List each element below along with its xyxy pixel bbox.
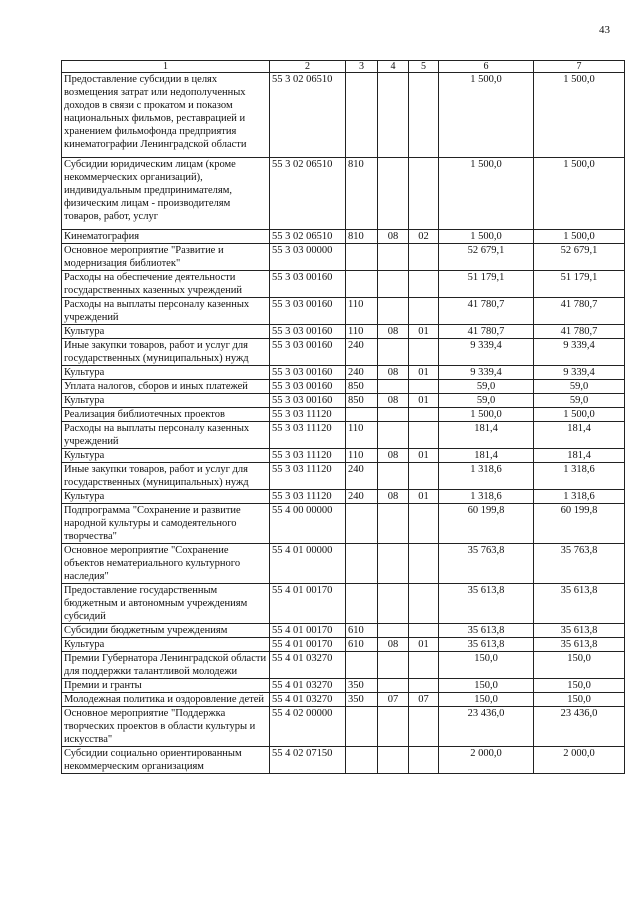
row-name: Расходы на выплаты персоналу казенных учреждений xyxy=(62,298,270,325)
subsection: 07 xyxy=(409,693,439,707)
table-row xyxy=(62,463,625,490)
row-name: Премии Губернатора Ленинградской области для поддержки талантливой молодежи xyxy=(62,652,270,679)
amount-col6: 35 613,8 xyxy=(439,584,534,624)
subsection xyxy=(409,158,439,230)
amount-col6: 41 780,7 xyxy=(439,298,534,325)
target-code: 55 3 03 00160 xyxy=(270,325,346,339)
target-code: 55 4 00 00000 xyxy=(270,504,346,544)
section xyxy=(378,422,409,449)
table-row xyxy=(62,339,625,366)
amount-col7: 52 679,1 xyxy=(534,244,625,271)
target-code: 55 4 01 03270 xyxy=(270,652,346,679)
table-row xyxy=(62,394,625,408)
amount-col6: 1 500,0 xyxy=(439,73,534,158)
target-code: 55 3 03 00160 xyxy=(270,380,346,394)
amount-col7: 1 500,0 xyxy=(534,408,625,422)
expense-type: 810 xyxy=(346,158,378,230)
section: 08 xyxy=(378,230,409,244)
section: 07 xyxy=(378,693,409,707)
section: 08 xyxy=(378,490,409,504)
subsection xyxy=(409,244,439,271)
table-row xyxy=(62,504,625,544)
row-name: Иные закупки товаров, работ и услуг для государственных (муниципальных) нужд xyxy=(62,463,270,490)
subsection xyxy=(409,271,439,298)
table-row xyxy=(62,707,625,747)
target-code: 55 3 03 00160 xyxy=(270,394,346,408)
table-row xyxy=(62,380,625,394)
amount-col7: 181,4 xyxy=(534,422,625,449)
section xyxy=(378,339,409,366)
amount-col6: 35 613,8 xyxy=(439,638,534,652)
column-header: 1 xyxy=(62,61,270,73)
table-row xyxy=(62,544,625,584)
row-name: Культура xyxy=(62,394,270,408)
table-row xyxy=(62,638,625,652)
expense-type: 240 xyxy=(346,366,378,380)
row-name: Иные закупки товаров, работ и услуг для государственных (муниципальных) нужд xyxy=(62,339,270,366)
column-header: 6 xyxy=(439,61,534,73)
expense-type: 850 xyxy=(346,394,378,408)
amount-col6: 1 500,0 xyxy=(439,230,534,244)
table-row xyxy=(62,652,625,679)
row-name: Основное мероприятие "Поддержка творческих проектов в области культуры и искусства" xyxy=(62,707,270,747)
table-row xyxy=(62,693,625,707)
amount-col7: 35 763,8 xyxy=(534,544,625,584)
expense-type xyxy=(346,271,378,298)
subsection: 01 xyxy=(409,394,439,408)
table-row xyxy=(62,298,625,325)
row-name: Расходы на выплаты персоналу казенных учреждений xyxy=(62,422,270,449)
target-code: 55 4 02 07150 xyxy=(270,747,346,774)
expense-type xyxy=(346,244,378,271)
amount-col7: 35 613,8 xyxy=(534,638,625,652)
amount-col6: 181,4 xyxy=(439,449,534,463)
amount-col7: 1 318,6 xyxy=(534,463,625,490)
table-row xyxy=(62,679,625,693)
row-name: Молодежная политика и оздоровление детей xyxy=(62,693,270,707)
expense-type: 350 xyxy=(346,679,378,693)
section xyxy=(378,624,409,638)
target-code: 55 4 01 00170 xyxy=(270,584,346,624)
subsection xyxy=(409,544,439,584)
row-name: Культура xyxy=(62,638,270,652)
target-code: 55 4 01 00170 xyxy=(270,624,346,638)
row-name: Культура xyxy=(62,449,270,463)
table-row xyxy=(62,271,625,298)
target-code: 55 3 03 00160 xyxy=(270,298,346,325)
target-code: 55 3 03 00160 xyxy=(270,271,346,298)
column-header: 5 xyxy=(409,61,439,73)
subsection xyxy=(409,422,439,449)
amount-col7: 1 318,6 xyxy=(534,490,625,504)
target-code: 55 3 03 11120 xyxy=(270,422,346,449)
section: 08 xyxy=(378,325,409,339)
section xyxy=(378,298,409,325)
expense-type xyxy=(346,408,378,422)
subsection xyxy=(409,380,439,394)
expense-type: 240 xyxy=(346,339,378,366)
target-code: 55 3 03 00000 xyxy=(270,244,346,271)
amount-col6: 1 318,6 xyxy=(439,490,534,504)
row-name: Кинематография xyxy=(62,230,270,244)
subsection: 01 xyxy=(409,325,439,339)
row-name: Субсидии бюджетным учреждениям xyxy=(62,624,270,638)
subsection xyxy=(409,73,439,158)
expense-type: 240 xyxy=(346,463,378,490)
subsection xyxy=(409,624,439,638)
subsection xyxy=(409,463,439,490)
subsection xyxy=(409,584,439,624)
section xyxy=(378,380,409,394)
amount-col7: 1 500,0 xyxy=(534,73,625,158)
column-header: 3 xyxy=(346,61,378,73)
amount-col7: 60 199,8 xyxy=(534,504,625,544)
target-code: 55 3 03 11120 xyxy=(270,449,346,463)
expense-type xyxy=(346,544,378,584)
subsection: 01 xyxy=(409,638,439,652)
amount-col7: 150,0 xyxy=(534,693,625,707)
target-code: 55 4 01 03270 xyxy=(270,693,346,707)
expense-type xyxy=(346,747,378,774)
expense-type xyxy=(346,504,378,544)
amount-col7: 9 339,4 xyxy=(534,366,625,380)
amount-col7: 9 339,4 xyxy=(534,339,625,366)
section xyxy=(378,584,409,624)
row-name: Подпрограмма "Сохранение и развитие народной культуры и самодеятельного творчества" xyxy=(62,504,270,544)
section: 08 xyxy=(378,394,409,408)
target-code: 55 3 02 06510 xyxy=(270,230,346,244)
target-code: 55 3 03 11120 xyxy=(270,463,346,490)
expense-type xyxy=(346,73,378,158)
amount-col6: 1 500,0 xyxy=(439,408,534,422)
expense-type: 850 xyxy=(346,380,378,394)
section xyxy=(378,679,409,693)
amount-col6: 60 199,8 xyxy=(439,504,534,544)
amount-col7: 1 500,0 xyxy=(534,158,625,230)
table-row xyxy=(62,158,625,230)
expense-type: 810 xyxy=(346,230,378,244)
section xyxy=(378,158,409,230)
section xyxy=(378,463,409,490)
table-row xyxy=(62,325,625,339)
row-name: Субсидии юридическим лицам (кроме некоммерческих организаций), индивидуальным предпринимателям, физическим лицам - производителям товаров, работ, услуг xyxy=(62,158,270,230)
expense-type: 610 xyxy=(346,624,378,638)
row-name: Основное мероприятие "Развитие и модернизация библиотек" xyxy=(62,244,270,271)
table-row xyxy=(62,366,625,380)
table-row xyxy=(62,624,625,638)
column-header: 7 xyxy=(534,61,625,73)
section xyxy=(378,747,409,774)
subsection xyxy=(409,652,439,679)
row-name: Предоставление государственным бюджетным и автономным учреждениям субсидий xyxy=(62,584,270,624)
row-name: Культура xyxy=(62,490,270,504)
amount-col6: 35 763,8 xyxy=(439,544,534,584)
amount-col6: 181,4 xyxy=(439,422,534,449)
expense-type: 610 xyxy=(346,638,378,652)
table-row xyxy=(62,230,625,244)
subsection: 01 xyxy=(409,490,439,504)
amount-col6: 41 780,7 xyxy=(439,325,534,339)
subsection xyxy=(409,679,439,693)
target-code: 55 3 03 11120 xyxy=(270,490,346,504)
table-row xyxy=(62,449,625,463)
section xyxy=(378,544,409,584)
amount-col6: 2 000,0 xyxy=(439,747,534,774)
amount-col6: 59,0 xyxy=(439,380,534,394)
table-row xyxy=(62,747,625,774)
page-number: 43 xyxy=(599,24,610,36)
amount-col6: 59,0 xyxy=(439,394,534,408)
target-code: 55 4 01 00170 xyxy=(270,638,346,652)
amount-col7: 59,0 xyxy=(534,394,625,408)
target-code: 55 3 02 06510 xyxy=(270,158,346,230)
amount-col6: 150,0 xyxy=(439,652,534,679)
subsection xyxy=(409,408,439,422)
amount-col7: 23 436,0 xyxy=(534,707,625,747)
row-name: Расходы на обеспечение деятельности государственных казенных учреждений xyxy=(62,271,270,298)
section xyxy=(378,244,409,271)
section: 08 xyxy=(378,638,409,652)
row-name: Культура xyxy=(62,366,270,380)
row-name: Культура xyxy=(62,325,270,339)
budget-table xyxy=(61,60,625,774)
amount-col7: 51 179,1 xyxy=(534,271,625,298)
subsection: 02 xyxy=(409,230,439,244)
amount-col6: 9 339,4 xyxy=(439,366,534,380)
section xyxy=(378,73,409,158)
amount-col7: 2 000,0 xyxy=(534,747,625,774)
amount-col6: 35 613,8 xyxy=(439,624,534,638)
section xyxy=(378,652,409,679)
column-header: 2 xyxy=(270,61,346,73)
amount-col6: 150,0 xyxy=(439,693,534,707)
target-code: 55 3 03 11120 xyxy=(270,408,346,422)
expense-type: 350 xyxy=(346,693,378,707)
expense-type xyxy=(346,584,378,624)
section xyxy=(378,707,409,747)
section xyxy=(378,271,409,298)
subsection xyxy=(409,747,439,774)
table-row xyxy=(62,244,625,271)
amount-col6: 1 318,6 xyxy=(439,463,534,490)
row-name: Премии и гранты xyxy=(62,679,270,693)
amount-col7: 35 613,8 xyxy=(534,624,625,638)
target-code: 55 4 01 00000 xyxy=(270,544,346,584)
row-name: Реализация библиотечных проектов xyxy=(62,408,270,422)
subsection: 01 xyxy=(409,449,439,463)
table-row xyxy=(62,73,625,158)
table-row xyxy=(62,490,625,504)
target-code: 55 4 01 03270 xyxy=(270,679,346,693)
amount-col6: 150,0 xyxy=(439,679,534,693)
subsection xyxy=(409,504,439,544)
amount-col7: 41 780,7 xyxy=(534,325,625,339)
expense-type xyxy=(346,707,378,747)
table-header-row xyxy=(62,61,625,73)
amount-col6: 52 679,1 xyxy=(439,244,534,271)
column-header: 4 xyxy=(378,61,409,73)
target-code: 55 3 03 00160 xyxy=(270,366,346,380)
expense-type: 240 xyxy=(346,490,378,504)
row-name: Уплата налогов, сборов и иных платежей xyxy=(62,380,270,394)
target-code: 55 4 02 00000 xyxy=(270,707,346,747)
subsection xyxy=(409,298,439,325)
expense-type xyxy=(346,652,378,679)
amount-col6: 9 339,4 xyxy=(439,339,534,366)
section xyxy=(378,408,409,422)
subsection xyxy=(409,707,439,747)
expense-type: 110 xyxy=(346,449,378,463)
amount-col7: 150,0 xyxy=(534,679,625,693)
expense-type: 110 xyxy=(346,325,378,339)
expense-type: 110 xyxy=(346,298,378,325)
row-name: Предоставление субсидии в целях возмещения затрат или недополученных доходов в связи с прокатом и показом национальных фильмов, реставрацией и хранением фильмофонда предприятия кинематографии Ленинградской области xyxy=(62,73,270,158)
section: 08 xyxy=(378,449,409,463)
amount-col7: 181,4 xyxy=(534,449,625,463)
subsection xyxy=(409,339,439,366)
amount-col6: 51 179,1 xyxy=(439,271,534,298)
amount-col7: 1 500,0 xyxy=(534,230,625,244)
row-name: Основное мероприятие "Сохранение объектов нематериального культурного наследия" xyxy=(62,544,270,584)
amount-col7: 59,0 xyxy=(534,380,625,394)
table-row xyxy=(62,584,625,624)
target-code: 55 3 03 00160 xyxy=(270,339,346,366)
amount-col7: 150,0 xyxy=(534,652,625,679)
row-name: Субсидии социально ориентированным некоммерческим организациям xyxy=(62,747,270,774)
amount-col7: 35 613,8 xyxy=(534,584,625,624)
amount-col6: 1 500,0 xyxy=(439,158,534,230)
table-row xyxy=(62,422,625,449)
expense-type: 110 xyxy=(346,422,378,449)
subsection: 01 xyxy=(409,366,439,380)
target-code: 55 3 02 06510 xyxy=(270,73,346,158)
amount-col7: 41 780,7 xyxy=(534,298,625,325)
section xyxy=(378,504,409,544)
table-row xyxy=(62,408,625,422)
amount-col6: 23 436,0 xyxy=(439,707,534,747)
section: 08 xyxy=(378,366,409,380)
